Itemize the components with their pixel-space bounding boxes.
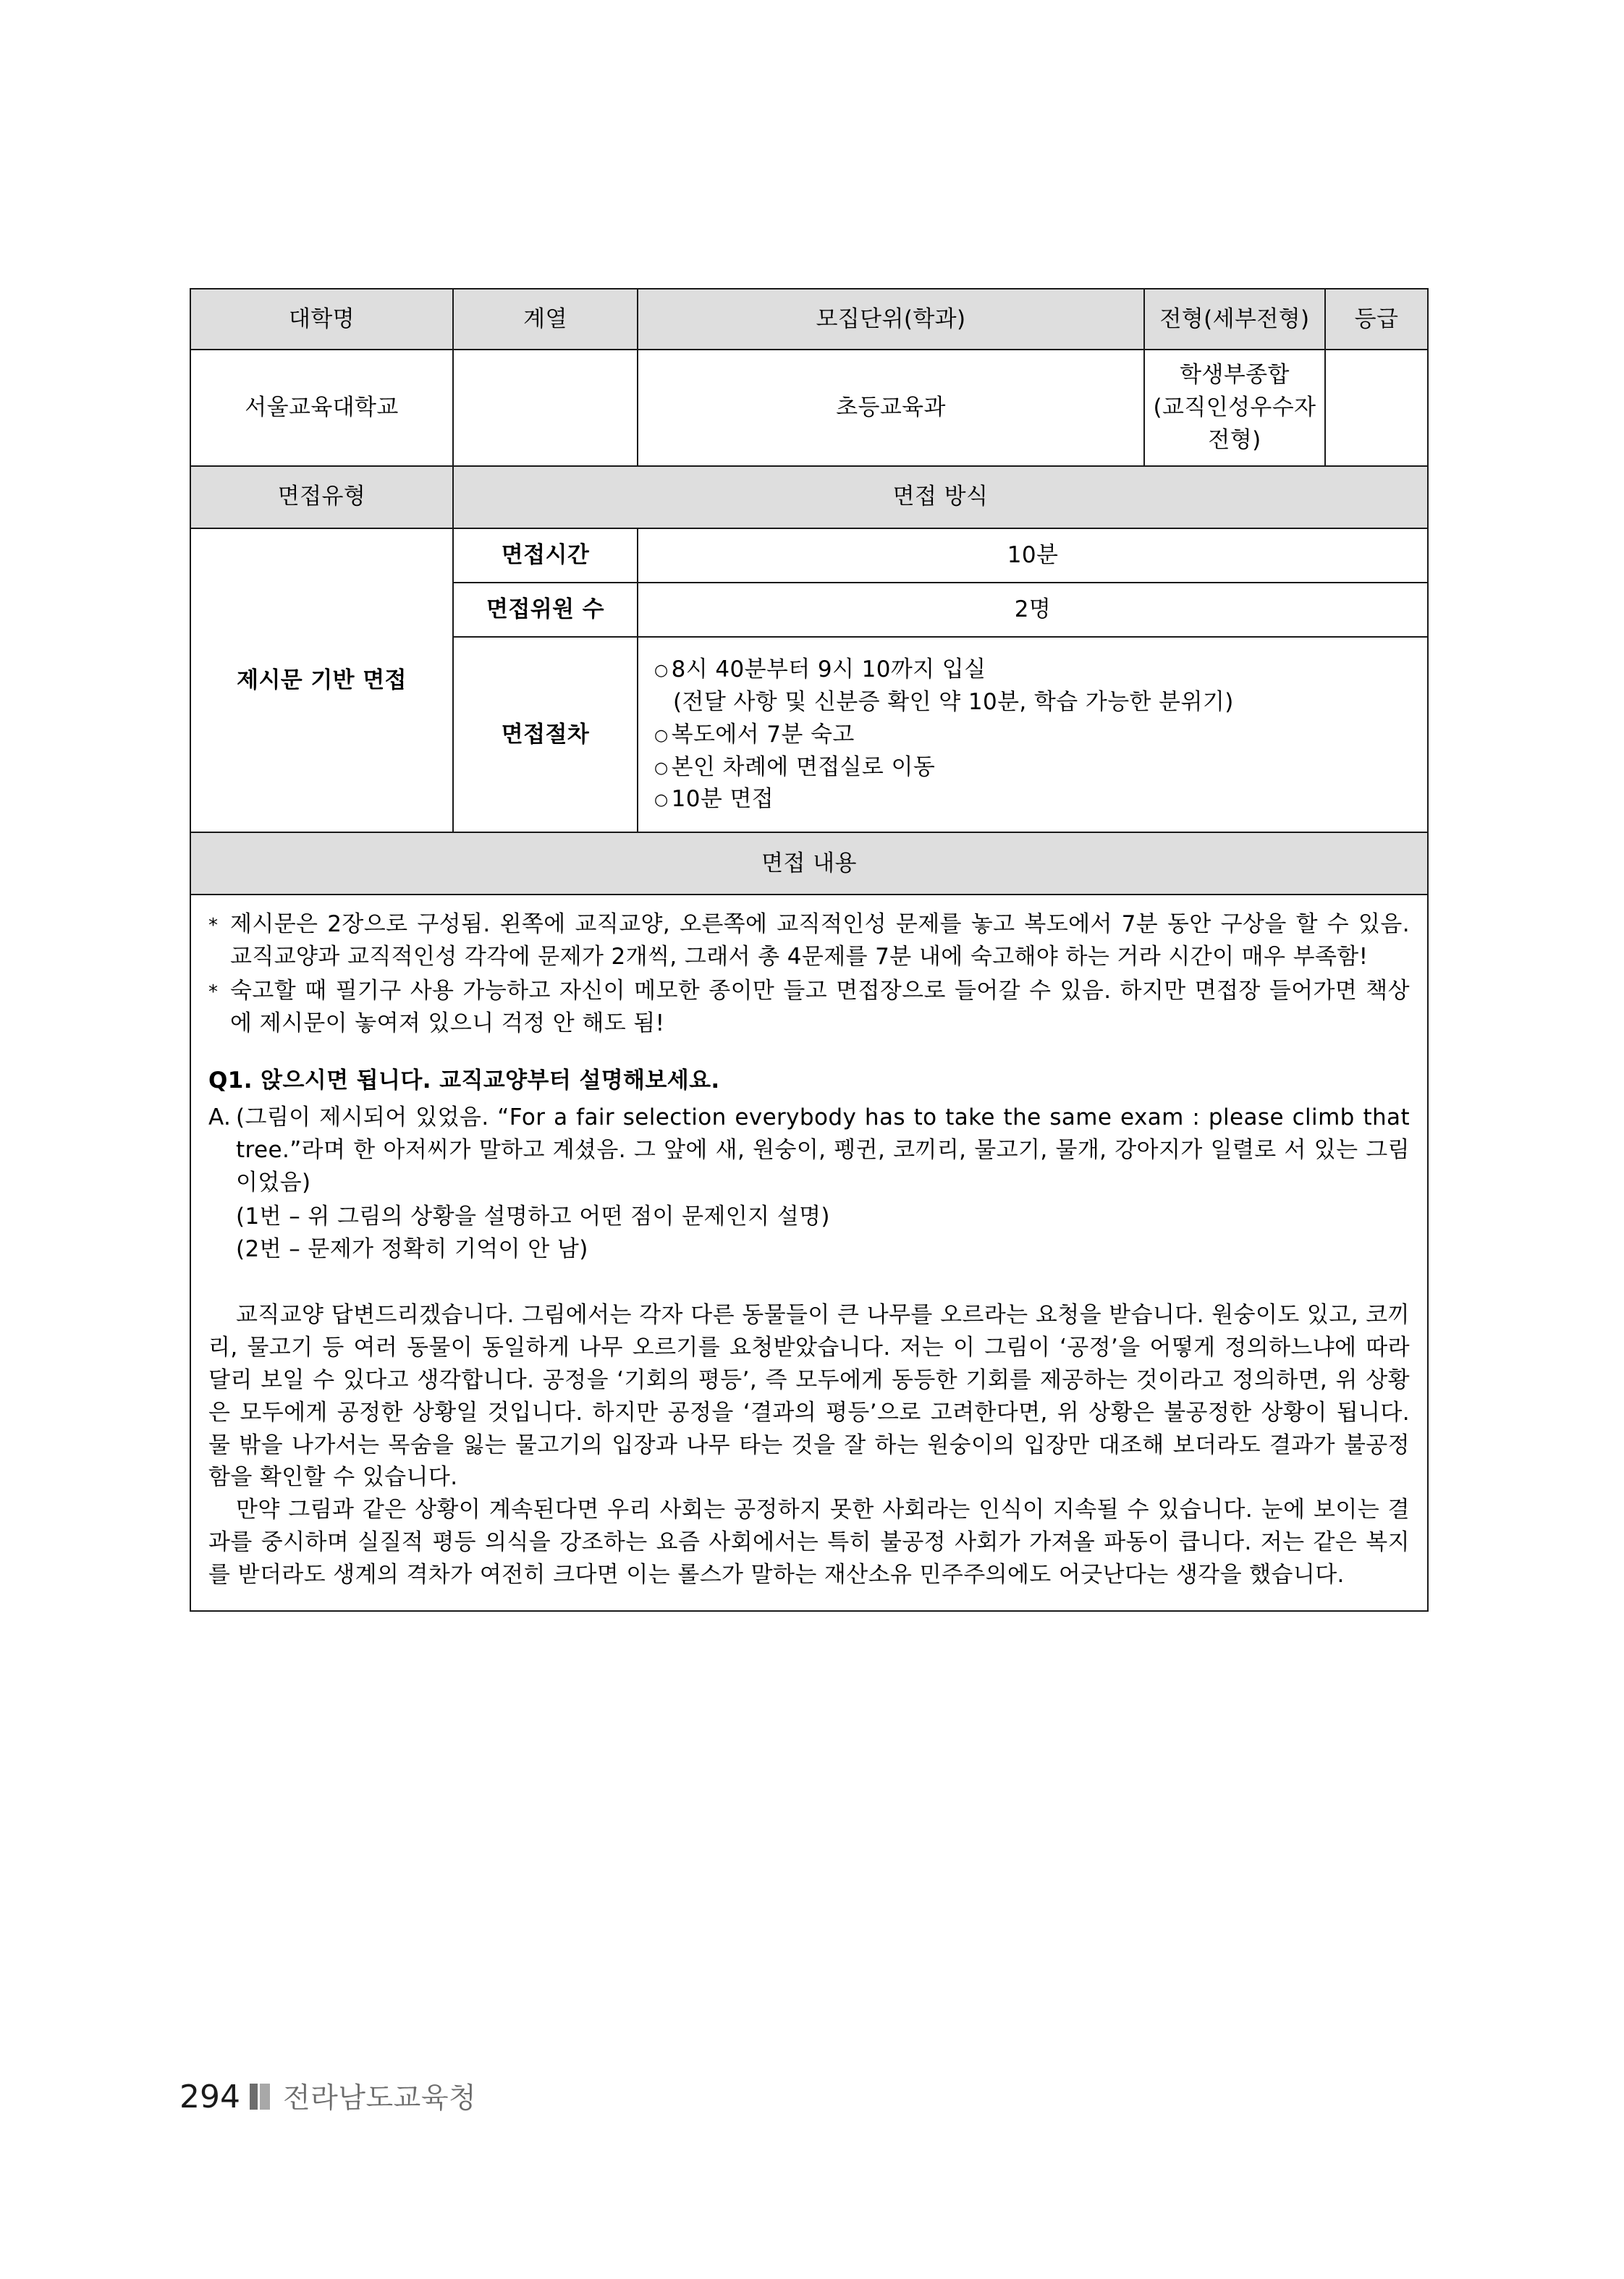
answer-text: (그림이 제시되어 있었음. “For a fair selection everybody has to take the same exam : please climb that tree.”라며 한 아저씨가 말하고 계셨음. 그 앞에 새, 원숭이, 펭귄, 코끼리, 물고기, 물개, 강아지가 일렬로 서 있는 그림이었음) (236, 1104, 1410, 1196)
answer-mark: A. (208, 1104, 232, 1131)
header-track: 계열 (453, 289, 638, 350)
circle-bullet-icon: ○ (654, 661, 669, 680)
value-committee-count: 2명 (638, 583, 1428, 637)
header-grade: 등급 (1325, 289, 1428, 350)
asterisk-bullet-icon: * (208, 981, 219, 1004)
question-mark: Q1. (208, 1067, 253, 1094)
cell-admission-type (1144, 350, 1325, 466)
cell-track (453, 350, 638, 466)
header-interview-method: 면접 방식 (453, 466, 1428, 528)
procedure-item-text: 복도에서 7분 숙고 (671, 721, 855, 748)
question-line (208, 1065, 1410, 1097)
interview-info-table (190, 288, 1429, 1612)
answer-line (208, 1102, 1410, 1199)
answer-paragraph-2: 만약 그림과 같은 상황이 계속된다면 우리 사회는 공정하지 못한 사회라는 인식이 지속될 수 있습니다. 눈에 보이는 결과를 중시하며 실질적 평등 의식을 강조하는 요즘 사회에서는 특히 불공정 사회가 가져올 파동이 큽니다. 저는 같은 복지를 받더라도 생계의 격차가 여전히 크다면 이는 롤스가 말하는 재산소유 민주주의에도 어긋난다는 생각을 했습니다. (208, 1497, 1410, 1589)
header-department: 모집단위(학과) (638, 289, 1144, 350)
procedure-item (654, 719, 1414, 751)
table-row (190, 350, 1428, 466)
cell-department: 초등교육과 (638, 350, 1144, 466)
procedure-item (654, 654, 1414, 686)
question-text: 앉으시면 됩니다. 교직교양부터 설명해보세요. (261, 1067, 720, 1094)
content-body-row (190, 895, 1428, 1611)
header-interview-type: 면접유형 (190, 466, 453, 528)
page-number: 294 (179, 2079, 240, 2115)
value-interview-time: 10분 (638, 528, 1428, 583)
method-time-row (190, 528, 1428, 583)
admission-type-line2: (교직인성우수자 전형) (1153, 394, 1316, 453)
footer-organization: 전라남도교육청 (282, 2082, 477, 2115)
header-interview-content: 면접 내용 (190, 832, 1428, 895)
page-footer (179, 2076, 476, 2116)
footer-bar-dark-icon (250, 2084, 258, 2110)
admission-type-line1: 학생부종합 (1180, 362, 1290, 388)
cell-interview-type-value: 제시문 기반 면접 (190, 528, 453, 833)
circle-bullet-icon: ○ (654, 791, 669, 810)
note-item (208, 975, 1410, 1040)
procedure-item-text: 본인 차례에 면접실로 이동 (671, 753, 936, 780)
note-text: 제시문은 2장으로 구성됨. 왼쪽에 교직교양, 오른쪽에 교직적인성 문제를 놓고 복도에서 7분 동안 구상을 할 수 있음. 교직교양과 교직적인성 각각에 문제가 2개씩, 그래서 총 4문제를 7분 내에 숙고해야 하는 거라 시간이 매우 부족함! (230, 911, 1410, 971)
circle-bullet-icon: ○ (654, 726, 669, 745)
procedure-subnote: (전달 사항 및 신분증 확인 약 10분, 학습 가능한 분위기) (673, 688, 1234, 715)
procedure-item-text: 10분 면접 (671, 786, 774, 813)
footer-bar-light-icon (260, 2084, 270, 2110)
header-admission-type: 전형(세부전형) (1144, 289, 1325, 350)
label-committee-count: 면접위원 수 (453, 583, 638, 637)
procedure-item (654, 783, 1414, 816)
content-band-row (190, 832, 1428, 895)
interview-content-body (190, 895, 1428, 1611)
answer-subnote-2: (2번 – 문제가 정확히 기억이 안 남) (236, 1235, 588, 1262)
table-header-row (190, 289, 1428, 350)
note-item (208, 908, 1410, 973)
cell-grade (1325, 350, 1428, 466)
circle-bullet-icon: ○ (654, 758, 669, 777)
value-procedure (638, 637, 1428, 833)
answer-paragraph-1: 교직교양 답변드리겠습니다. 그림에서는 각자 다른 동물들이 큰 나무를 오르라는 요청을 받습니다. 원숭이도 있고, 코끼리, 물고기 등 여러 동물이 동일하게 나무 오르기를 요청받았습니다. 저는 이 그림이 ‘공정’을 어떻게 정의하느냐에 따라 달리 보일 수 있다고 생각합니다. 공정을 ‘기회의 평등’, 즉 모두에게 동등한 기회를 제공하는 것이라고 정의하면, 위 상황은 모두에게 공정한 상황일 것입니다. 하지만 공정을 ‘결과의 평등’으로 고려한다면, 위 상황은 불공정한 상황이 됩니다. 물 밖을 나가서는 목숨을 잃는 물고기의 입장과 나무 타는 것을 잘 하는 원숭이의 입장만 대조해 보더라도 결과가 불공정함을 확인할 수 있습니다. (208, 1301, 1410, 1491)
cell-university: 서울교육대학교 (190, 350, 453, 466)
label-procedure: 면접절차 (453, 637, 638, 833)
paragraph-spacer (208, 1266, 1410, 1299)
note-text: 숙고할 때 필기구 사용 가능하고 자신이 메모한 종이만 들고 면접장으로 들어갈 수 있음. 하지만 면접장 들어가면 책상에 제시문이 놓여져 있으니 걱정 안 해도 됨! (230, 978, 1410, 1037)
method-band-row (190, 466, 1428, 528)
procedure-item (654, 751, 1414, 784)
procedure-item-text: 8시 40분부터 9시 10까지 입실 (671, 656, 986, 682)
label-interview-time: 면접시간 (453, 528, 638, 583)
asterisk-bullet-icon: * (208, 915, 219, 937)
header-university: 대학명 (190, 289, 453, 350)
answer-subnote-1: (1번 – 위 그림의 상황을 설명하고 어떤 점이 문제인지 설명) (236, 1203, 830, 1230)
